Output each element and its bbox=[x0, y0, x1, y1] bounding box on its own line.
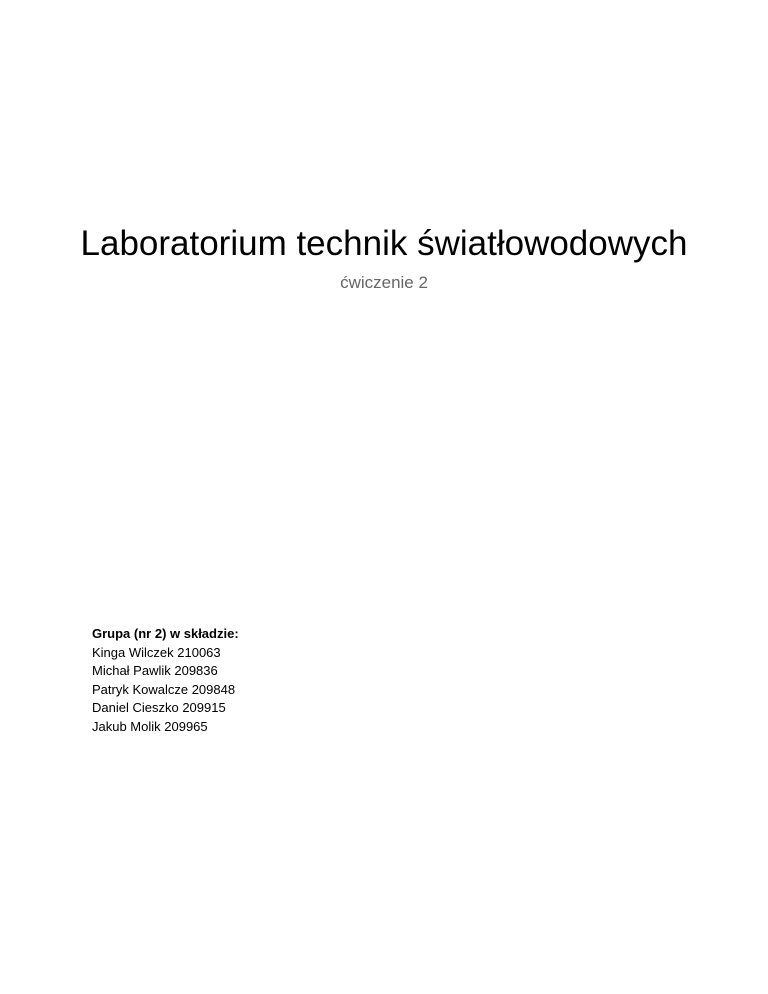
group-member: Jakub Molik 209965 bbox=[92, 718, 208, 734]
group-member: Patryk Kowalcze 209848 bbox=[92, 681, 236, 697]
group-member: Daniel Cieszko 209915 bbox=[92, 700, 226, 715]
group-section bbox=[92, 625, 592, 736]
group-heading: Grupa (nr 2) w składzie: bbox=[92, 626, 239, 641]
document-subtitle: ćwiczenie 2 bbox=[340, 273, 428, 292]
group-member: Michał Pawlik 209836 bbox=[92, 663, 218, 678]
document-title: Laboratorium technik światłowodowych bbox=[80, 224, 688, 263]
group-member: Kinga Wilczek 210063 bbox=[92, 644, 221, 660]
